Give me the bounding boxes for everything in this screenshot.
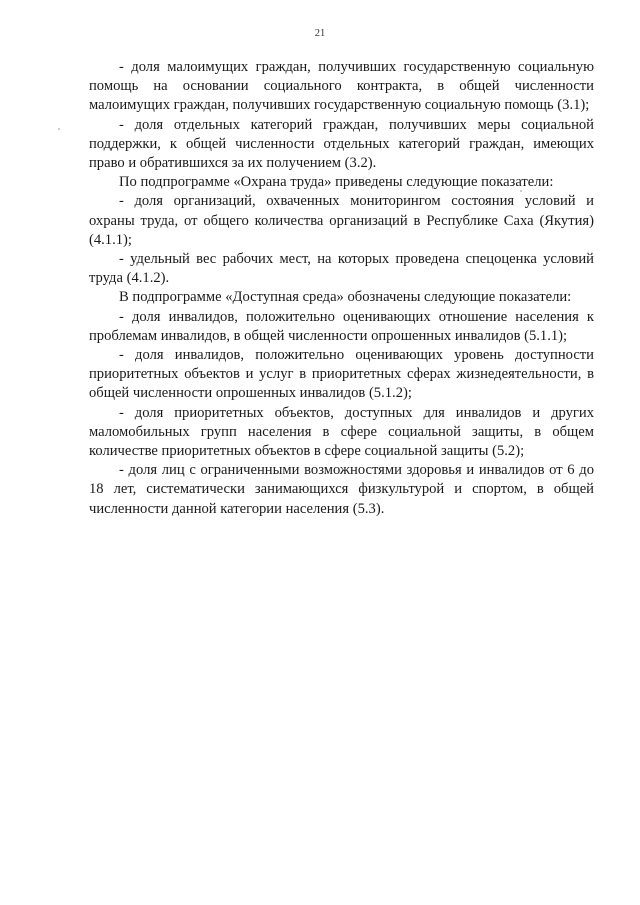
- paragraph-accessible-environment-intro: В подпрограмме «Доступная среда» обозначены следующие показатели:: [119, 289, 572, 306]
- paragraph-indicator-3-1: - доля малоимущих граждан, получивших государственную социальную помощь на основании социального контракта, в общей численности малоимущих граждан, получивших государственную социальную помощь (3.1);: [89, 59, 594, 114]
- paragraph-indicator-5-1-2: - доля инвалидов, положительно оценивающих уровень доступности приоритетных объектов и услуг в приоритетных сферах жизнедеятельности, в общей численности опрошенных инвалидов (5.1.2);: [89, 347, 594, 402]
- scan-speck: [520, 190, 522, 192]
- paragraph-indicator-5-1-1: - доля инвалидов, положительно оценивающих отношение населения к проблемам инвалидов, в общей численности опрошенных инвалидов (5.1.1);: [89, 308, 594, 344]
- paragraph-indicator-5-2: - доля приоритетных объектов, доступных для инвалидов и других маломобильных групп населения в сфере социальной защиты, в общем количестве приоритетных объектов в сфере социальной защиты (5.2);: [89, 404, 594, 460]
- paragraph-indicator-4-1-1: - доля организаций, охваченных мониторингом состояния условий и охраны труда, от общего количества организаций в Республике Саха (Якутия) (4.1.1);: [89, 193, 594, 248]
- paragraph-indicator-3-2: - доля отдельных категорий граждан, получивших меры социальной поддержки, к общей численности отдельных категорий граждан, имеющих право и обратившихся за их получением (3.2).: [89, 116, 594, 172]
- scan-speck: [58, 128, 60, 130]
- paragraph-indicator-5-3: - доля лиц с ограниченными возможностями здоровья и инвалидов от 6 до 18 лет, систематически занимающихся физкультурой и спортом, в общей численности данной категории населения (5.3).: [89, 462, 594, 517]
- paragraph-labor-protection-intro: По подпрограмме «Охрана труда» приведены следующие показатели:: [119, 174, 554, 191]
- body-text: [89, 58, 594, 519]
- page-number: 21: [314, 28, 326, 39]
- paragraph-indicator-4-1-2: - удельный вес рабочих мест, на которых проведена спецоценка условий труда (4.1.2).: [89, 251, 594, 287]
